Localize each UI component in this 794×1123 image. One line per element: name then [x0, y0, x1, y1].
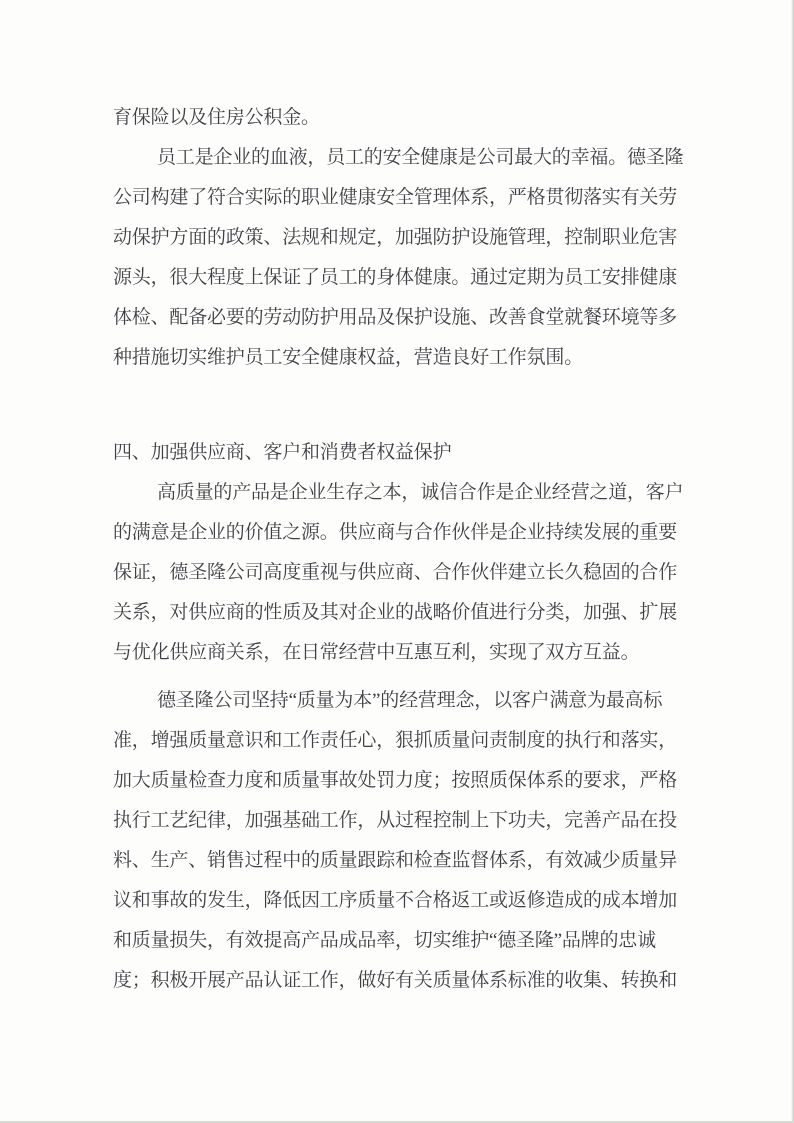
text-line: 执行工艺纪律，加强基础工作，从过程控制上下功夫，完善产品在投 [113, 810, 678, 831]
text-line: 的满意是企业的价值之源。供应商与合作伙伴是企业持续发展的重要 [113, 522, 678, 543]
text-line: 与优化供应商关系，在日常经营中互惠互利，实现了双方互益。 [113, 642, 640, 663]
text-line: 育保险以及住房公积金。 [113, 107, 320, 128]
text-line: 高质量的产品是企业生存之本，诚信合作是企业经营之道，客户 [157, 482, 684, 503]
text-line: 种措施切实维护员工安全健康权益，营造良好工作氛围。 [113, 347, 584, 368]
section-heading: 四、加强供应商、客户和消费者权益保护 [113, 442, 452, 463]
text-line: 度；积极开展产品认证工作，做好有关质量体系标准的收集、转换和 [113, 970, 678, 991]
text-line: 公司构建了符合实际的职业健康安全管理体系，严格贯彻落实有关劳 [113, 187, 678, 208]
text-block [113, 98, 691, 1001]
text-line: 和质量损失，有效提高产品成品率，切实维护“德圣隆”品牌的忠诚 [113, 930, 656, 951]
text-line: 关系，对供应商的性质及其对企业的战略价值进行分类，加强、扩展 [113, 602, 678, 623]
text-line: 议和事故的发生，降低因工序质量不合格返工或返修造成的成本增加 [113, 890, 678, 911]
text-line: 员工是企业的血液，员工的安全健康是公司最大的幸福。德圣隆 [157, 147, 684, 168]
text-line: 料、生产、销售过程中的质量跟踪和检查监督体系，有效减少质量异 [113, 850, 678, 871]
text-line: 德圣隆公司坚持“质量为本”的经营理念，以客户满意为最高标 [157, 690, 663, 711]
text-line: 动保护方面的政策、法规和规定，加强防护设施管理，控制职业危害 [113, 227, 678, 248]
text-line: 准，增强质量意识和工作责任心，狠抓质量问责制度的执行和落实， [113, 730, 678, 751]
text-line: 体检、配备必要的劳动防护用品及保护设施、改善食堂就餐环境等多 [113, 307, 678, 328]
text-line: 加大质量检查力度和质量事故处罚力度；按照质保体系的要求，严格 [113, 770, 678, 791]
text-line: 保证，德圣隆公司高度重视与供应商、合作伙伴建立长久稳固的合作 [113, 562, 678, 583]
text-line: 源头，很大程度上保证了员工的身体健康。通过定期为员工安排健康 [113, 267, 678, 288]
